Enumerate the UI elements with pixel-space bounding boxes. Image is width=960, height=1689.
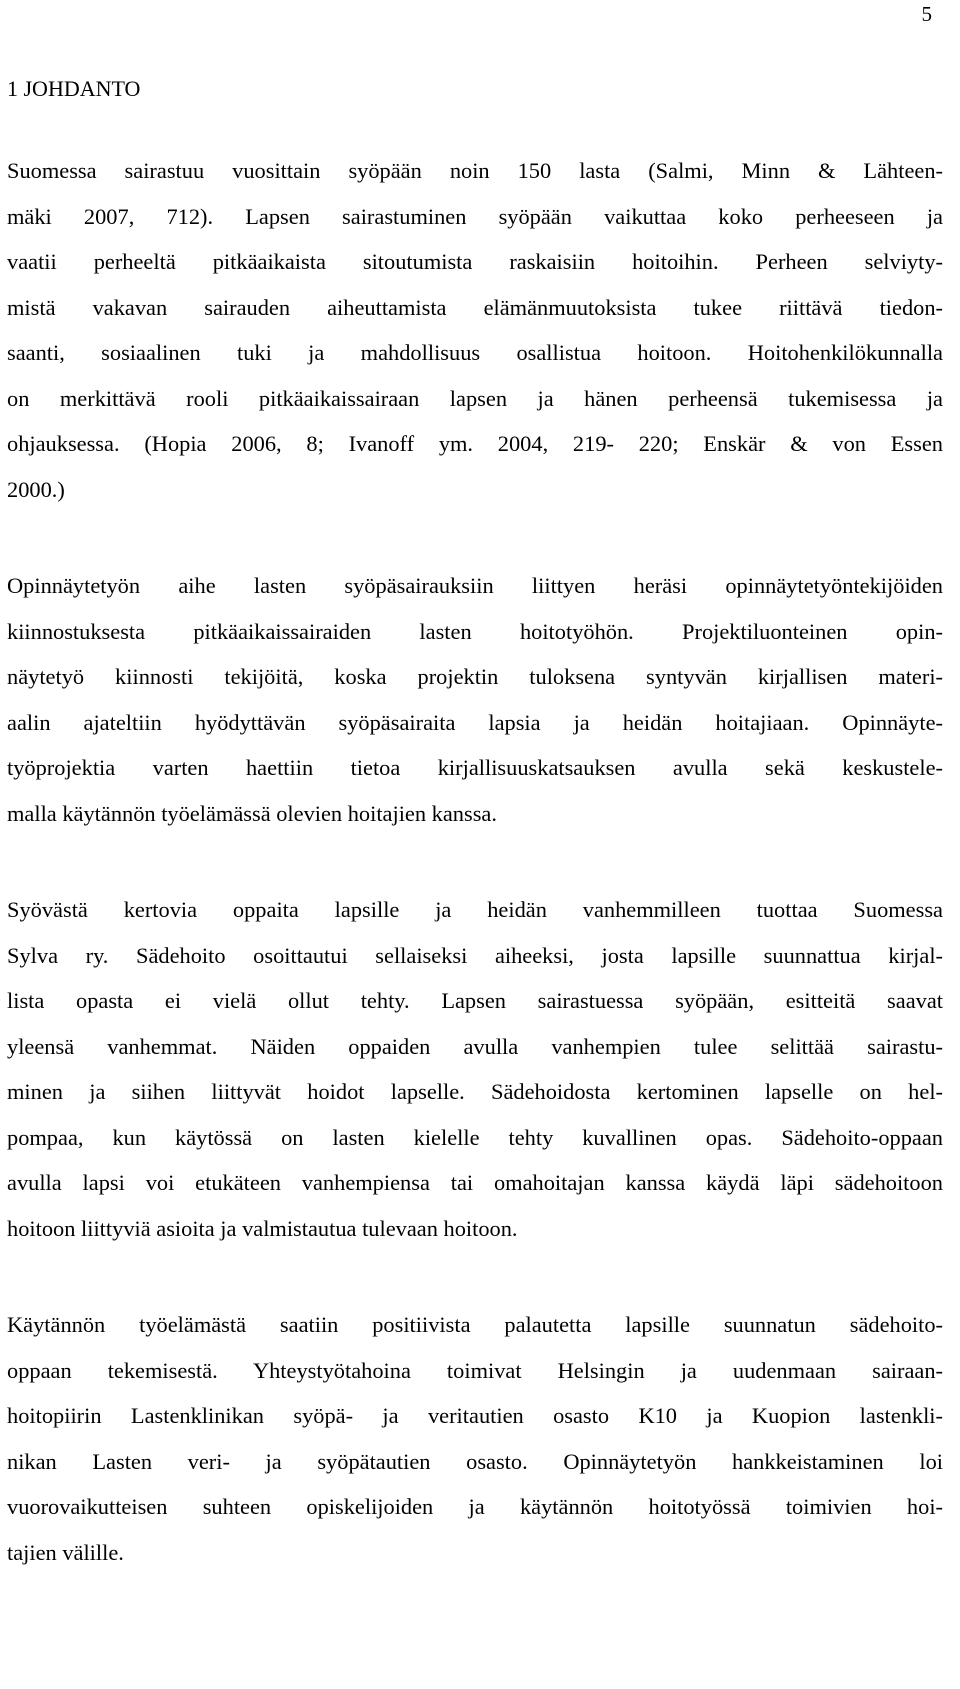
paragraph-1 xyxy=(7,148,943,512)
text-line: aalin ajateltiin hyödyttävän syöpäsairaita lapsia ja heidän hoitajiaan. Opinnäyte- xyxy=(7,709,943,735)
text-line: ohjauksessa. (Hopia 2006, 8; Ivanoff ym. 2004, 219- 220; Enskär & von Essen xyxy=(7,431,943,456)
text-line: 2000.) xyxy=(7,476,65,502)
body-text xyxy=(7,148,943,1626)
text-line: minen ja siihen liittyvät hoidot lapselle. Sädehoidosta kertominen lapselle on hel- xyxy=(7,1079,943,1104)
text-line: mäki 2007, 712). Lapsen sairastuminen syöpään vaikuttaa koko perheeseen ja xyxy=(7,203,943,229)
text-line: Opinnäytetyön aihe lasten syöpäsairauksiin liittyen heräsi opinnäytetyöntekijöiden xyxy=(7,573,943,598)
text-line: saanti, sosiaalinen tuki ja mahdollisuus osallistua hoitoon. Hoitohenkilökunnalla xyxy=(7,340,943,365)
text-line: lista opasta ei vielä ollut tehty. Lapsen sairastuessa syöpään, esitteitä saavat xyxy=(7,988,943,1013)
text-line: avulla lapsi voi etukäteen vanhempiensa tai omahoitajan kanssa käydä läpi sädehoitoon xyxy=(7,1170,943,1195)
paragraph-4 xyxy=(7,1302,943,1575)
text-line: pompaa, kun käytössä on lasten kielelle tehty kuvallinen opas. Sädehoito-oppaan xyxy=(7,1124,943,1150)
text-line: oppaan tekemisestä. Yhteystyötahoina toimivat Helsingin ja uudenmaan sairaan- xyxy=(7,1357,943,1383)
paragraph-3 xyxy=(7,887,943,1251)
text-line: hoitoon liittyviä asioita ja valmistautua tulevaan hoitoon. xyxy=(7,1215,518,1241)
text-line: malla käytännön työelämässä olevien hoitajien kanssa. xyxy=(7,800,497,826)
text-line: vaatii perheeltä pitkäaikaista sitoutumista raskaisiin hoitoihin. Perheen selviyty- xyxy=(7,249,943,274)
text-line: kiinnostuksesta pitkäaikaissairaiden lasten hoitotyöhön. Projektiluonteinen opin- xyxy=(7,618,943,644)
text-line: Sylva ry. Sädehoito osoittautui sellaiseksi aiheeksi, josta lapsille suunnattua kirjal- xyxy=(7,942,943,968)
text-line: tajien välille. xyxy=(7,1539,124,1565)
text-line: näytetyö kiinnosti tekijöitä, koska projektin tuloksena syntyvän kirjallisen materi- xyxy=(7,664,943,689)
text-line: on merkittävä rooli pitkäaikaissairaan lapsen ja hänen perheensä tukemisessa ja xyxy=(7,385,943,411)
paragraph-2 xyxy=(7,563,943,836)
text-line: Käytännön työelämästä saatiin positiivista palautetta lapsille suunnatun sädehoito- xyxy=(7,1312,943,1337)
text-line: mistä vakavan sairauden aiheuttamista elämänmuutoksista tukee riittävä tiedon- xyxy=(7,294,943,320)
text-line: vuorovaikutteisen suhteen opiskelijoiden ja käytännön hoitotyössä toimivien hoi- xyxy=(7,1494,943,1519)
text-line: nikan Lasten veri- ja syöpätautien osasto. Opinnäytetyön hankkeistaminen loi xyxy=(7,1448,943,1474)
text-line: yleensä vanhemmat. Näiden oppaiden avulla vanhempien tulee selittää sairastu- xyxy=(7,1033,943,1059)
text-line: Suomessa sairastuu vuosittain syöpään noin 150 lasta (Salmi, Minn & Lähteen- xyxy=(7,158,943,183)
text-line: Syövästä kertovia oppaita lapsille ja heidän vanhemmilleen tuottaa Suomessa xyxy=(7,897,943,922)
text-line: hoitopiirin Lastenklinikan syöpä- ja veritautien osasto K10 ja Kuopion lastenkli- xyxy=(7,1403,943,1428)
chapter-heading: 1 JOHDANTO xyxy=(7,76,141,101)
text-line: työprojektia varten haettiin tietoa kirjallisuuskatsauksen avulla sekä keskustele- xyxy=(7,755,943,780)
page-number: 5 xyxy=(921,2,932,26)
